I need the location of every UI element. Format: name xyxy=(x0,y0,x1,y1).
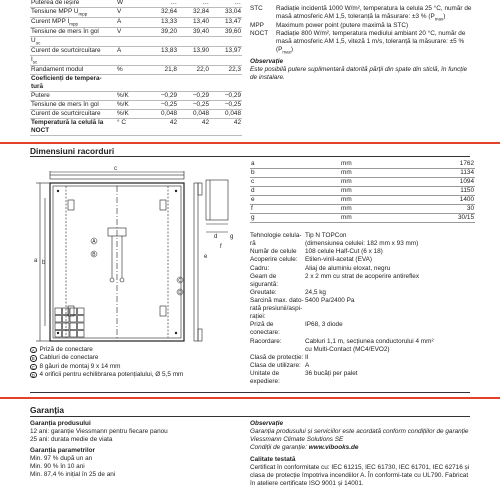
dimension-key: b xyxy=(250,169,340,178)
spec-value: II xyxy=(305,353,309,361)
dimension-row xyxy=(250,214,475,223)
spec-row xyxy=(250,248,475,256)
legend-badge: B xyxy=(31,356,35,362)
dim-label-b: b xyxy=(42,260,46,266)
coef-row xyxy=(30,91,242,100)
elec-row-label: Curent MPP $I_{mpp}$ xyxy=(30,17,116,27)
spec-row xyxy=(250,265,475,273)
legend-text: Cabluri de conectare xyxy=(39,354,99,362)
elec-row-unit: A xyxy=(116,46,146,55)
electrical-table xyxy=(30,0,242,136)
noct-row-2 xyxy=(30,127,242,136)
dimensions-table xyxy=(250,160,475,223)
noct-row xyxy=(30,118,242,127)
electrical-values-table xyxy=(30,0,242,136)
warranty-line: Min. 97 % după un an xyxy=(30,455,93,462)
spec-key: Geam de sigurantă: xyxy=(250,272,279,288)
section-divider-red xyxy=(0,142,500,144)
notes-block xyxy=(250,0,475,82)
warranty-line: Min. 87,4 % inițial în 25 de ani xyxy=(30,471,116,478)
dimension-row xyxy=(250,178,475,187)
elec-row-symbol xyxy=(30,36,242,46)
elec-row xyxy=(30,46,242,55)
badge-A: A xyxy=(92,239,96,245)
dimension-unit: mm xyxy=(340,160,440,169)
cell-square xyxy=(55,308,62,315)
coef-row-unit: %/K xyxy=(116,91,146,100)
dimension-row xyxy=(250,205,475,214)
cell-square xyxy=(70,331,77,338)
elec-row-value: 39,60 xyxy=(210,27,242,36)
dimension-unit: mm xyxy=(340,214,440,223)
elec-row-value: 21,8 xyxy=(146,65,178,74)
legend-badge: D xyxy=(31,372,35,378)
elec-row-unit: V xyxy=(116,8,146,18)
legend-text: 8 găuri de montaj 9 x 14 mm xyxy=(39,362,121,370)
elec-row-value: 13,33 xyxy=(146,17,178,27)
legend-item xyxy=(30,363,240,371)
elec-row-symbol xyxy=(30,55,242,65)
dimension-value: 1094 xyxy=(440,178,475,187)
dimension-row xyxy=(250,187,475,196)
warranty-line: 12 ani: garanție Viessmann pentru fiecare panou xyxy=(30,428,168,435)
dimensions-bottom-rule xyxy=(30,392,470,393)
noct-row-value: 42 xyxy=(201,118,209,126)
dimension-unit: mm xyxy=(340,196,440,205)
legend-item xyxy=(30,371,240,379)
cell-square xyxy=(78,331,85,338)
cell-square xyxy=(55,323,62,330)
spec-row xyxy=(250,273,475,289)
dimension-value: 1400 xyxy=(440,196,475,205)
elec-row-value: 13,90 xyxy=(178,46,210,55)
spec-key: Racordare: xyxy=(250,337,282,345)
elec-row-value: 39,40 xyxy=(178,27,210,36)
elec-row-symbol-label: $I_{sc}$ xyxy=(30,55,116,65)
warranty-title: Garanția xyxy=(30,405,64,415)
legend-item xyxy=(30,346,240,354)
elec-row-value: 33,04 xyxy=(210,8,242,18)
spec-key: Clasă de protecție: xyxy=(250,353,304,361)
coef-row-unit: %/K xyxy=(116,100,146,109)
coef-row-value: 0,048 xyxy=(146,109,178,118)
dimension-key: a xyxy=(250,160,340,169)
coef-row-value: −0,29 xyxy=(146,91,178,100)
cell-square xyxy=(70,323,77,330)
note-stc: STC Radiație incidentă 1000 W/m², temperatura la celula 25 °C, număr de masă atmosferic AM 1,5, toleranță la măsurare: ±3 % $(P_{max})$ xyxy=(250,5,472,22)
spec-key: Priză de conectare: xyxy=(250,321,280,337)
elec-row-value: 32,84 xyxy=(178,8,210,18)
diagram-legend xyxy=(30,346,240,380)
elec-row-value: 13,40 xyxy=(178,17,210,27)
spec-row xyxy=(250,370,475,386)
coef-row-label: Putere xyxy=(30,91,116,100)
spec-row xyxy=(250,338,475,354)
coef-row-label: Tensiune de mers în gol xyxy=(30,100,116,109)
noct-row-value: 42 xyxy=(169,118,177,126)
dimension-unit: mm xyxy=(340,205,440,214)
cell-square xyxy=(78,323,85,330)
abbreviation-notes xyxy=(250,0,475,55)
badge-D: D xyxy=(178,290,182,296)
noct-row-value: 42 xyxy=(233,118,241,126)
spec-key: Tehnologie celula- ră xyxy=(250,232,302,247)
spec-value: 24,5 kg xyxy=(305,288,326,296)
warranty-line: 25 ani: durata medie de viata xyxy=(30,436,113,443)
coef-row xyxy=(30,109,242,118)
spec-value: 36 bucăți per palet xyxy=(305,370,358,378)
panel-dimension-diagram xyxy=(28,158,252,344)
elec-row xyxy=(30,8,242,18)
dim-label-a: a xyxy=(34,258,38,264)
dimension-unit: mm xyxy=(340,187,440,196)
elec-row-label: Puterea de ieșire xyxy=(30,0,116,8)
spec-row xyxy=(250,321,475,337)
warranty-divider-red xyxy=(0,397,500,399)
dimension-key: g xyxy=(250,214,340,223)
coef-heading xyxy=(30,74,242,83)
spec-key: Greutate: xyxy=(250,288,277,296)
spec-list xyxy=(250,232,475,386)
elec-row-label: Curent de scurtcircuitare xyxy=(30,46,116,55)
spec-value: 5400 Pa/2400 Pa xyxy=(305,297,355,305)
cell-square xyxy=(55,316,62,323)
dimension-row xyxy=(250,169,475,178)
note-mpp: MPP Maximum power point (putere maximă la STC) xyxy=(250,22,409,30)
elec-row xyxy=(30,0,242,8)
coef-row-value: −0,25 xyxy=(178,100,210,109)
spec-row xyxy=(250,232,475,248)
spec-row xyxy=(250,289,475,297)
legend-badge: C xyxy=(31,364,35,370)
spec-value: 2 x 2 mm cu strat de acoperire antireflex xyxy=(305,272,420,280)
dimension-row xyxy=(250,196,475,205)
spec-value: A xyxy=(305,361,310,369)
elec-row-value: 13,83 xyxy=(146,46,178,55)
spec-value: Cabluri 1,1 m, secțiunea conductorului 4 mm² cu Multi-Contact (MC4/EVO2) xyxy=(305,337,434,353)
dimension-value: 30 xyxy=(440,205,475,214)
spec-value: Aliaj de aluminiu eloxat, negru xyxy=(305,264,391,272)
dimensions-title-rule xyxy=(30,156,470,157)
spec-row xyxy=(250,256,475,264)
warranty-right: Observație Garanția produsului și serviciilor este acordată conform condițiilor de garanție Viessmann Climate Solutions SE Condiții de garanție: www.vibooks.de Calitate testată Certificat în conformitate cu: IEC 61215, IEC 61730, IEC 61701, IEC 62716 și clasa de protecție împotriva incendiilor A. În conformi-tate cu UL790. Fabricat în ateliere certificate ISO 9001 și 14001. xyxy=(250,420,470,487)
cell-square xyxy=(78,316,85,323)
spec-row xyxy=(250,362,475,370)
coef-row-label: Curent de scurtcircuitare xyxy=(30,109,116,118)
spec-row xyxy=(250,297,475,321)
badge-B: B xyxy=(92,252,96,258)
dimension-value: 1150 xyxy=(440,187,475,196)
coef-row-value: −0,29 xyxy=(210,91,242,100)
warranty-line: Min. 90 % în 10 ani xyxy=(30,463,85,470)
elec-row-label: Tensiune de mers în gol xyxy=(30,27,116,36)
elec-row-value: 22,0 xyxy=(178,65,210,74)
spec-key: Clasa de utilizare: xyxy=(250,361,301,369)
elec-row-value: … xyxy=(210,0,242,8)
spec-key: Acoperire celule: xyxy=(250,256,298,264)
note-noct: NOCT Radiație 800 W/m², temperatura mediului ambiant 20 °C, număr de masă atmosferic AM 1,5, viteză 1 m/s, toleranță la măsurare: ±5 % $(P_{max})$ xyxy=(250,30,466,55)
dimension-value: 1762 xyxy=(440,160,475,169)
warranty-title-rule xyxy=(30,416,470,417)
elec-row-value: … xyxy=(146,0,178,8)
elec-row xyxy=(30,17,242,27)
coef-heading-text: Coeficienți de tempera- xyxy=(31,74,102,82)
warranty-link[interactable]: www.vibooks.de xyxy=(308,444,359,451)
dimension-key: d xyxy=(250,187,340,196)
spec-value: Tip N TOPCon (dimensiunea celulei: 182 mm x 93 mm) xyxy=(305,232,419,247)
cell-square xyxy=(70,316,77,323)
spec-value: Etilen-vinil-acetat (EVA) xyxy=(305,256,373,264)
elec-row-unit: % xyxy=(116,65,146,74)
dimension-value: 1134 xyxy=(440,169,475,178)
elec-row-value: 13,97 xyxy=(210,46,242,55)
dimension-row xyxy=(250,160,475,169)
legend-text: Priză de conectare xyxy=(39,346,93,353)
coef-row-value: 0,048 xyxy=(178,109,210,118)
elec-row xyxy=(30,27,242,36)
legend-badge: A xyxy=(31,347,35,353)
coef-row-unit: %/K xyxy=(116,109,146,118)
spec-key: Cadru: xyxy=(250,264,270,272)
elec-row-unit: A xyxy=(116,17,146,27)
spec-value: 108 celule Half-Cut (6 x 18) xyxy=(305,248,383,256)
warranty-left: Garanția produsului 12 ani: garanție Viessmann pentru fiecare panou 25 ani: durata medie de viata Garanția parametrilor Min. 97 % după un an Min. 90 % în 10 ani Min. 87,4 % inițial în 25 de ani xyxy=(30,420,240,479)
spec-key: Sarcină max. dato- rată presiunii/aspi- rației: xyxy=(250,297,304,321)
dimension-key: f xyxy=(250,205,340,214)
coef-heading-text: tură xyxy=(30,83,116,92)
elec-row-value: 32,64 xyxy=(146,8,178,18)
dimensions-title: Dimensiuni racorduri xyxy=(30,146,115,156)
cell-square xyxy=(70,308,77,315)
dimension-unit: mm xyxy=(340,178,440,187)
dimension-key: c xyxy=(250,178,340,187)
elec-row-value: 39,20 xyxy=(146,27,178,36)
elec-row-unit: V xyxy=(116,27,146,36)
elec-row-unit: W xyxy=(116,0,146,8)
elec-row-label: Tensiune MPP $U_{mpp}$ xyxy=(30,8,116,18)
coef-row-value: −0,25 xyxy=(146,100,178,109)
dim-label-e: e xyxy=(204,254,208,260)
elec-row-symbol-label: $U_{oc}$ xyxy=(30,36,116,46)
elec-row-value: … xyxy=(178,0,210,8)
legend-item xyxy=(30,354,240,362)
coef-row xyxy=(30,100,242,109)
noct-row-label-2: NOCT xyxy=(30,127,116,136)
elec-row-value: 13,47 xyxy=(210,17,242,27)
coef-heading xyxy=(30,83,242,92)
noct-row-label: Temperatură la celulă la xyxy=(31,118,104,126)
coef-row-value: −0,25 xyxy=(210,100,242,109)
dimension-key: e xyxy=(250,196,340,205)
spec-key: Unitate de expediere: xyxy=(250,370,280,386)
observation-top: Observație Este posibilă putere suplimentară datorită părții din spate din sticlă, în funcție de instalare. xyxy=(250,58,468,82)
dimension-unit: mm xyxy=(340,169,440,178)
dim-label-f: f xyxy=(220,244,222,250)
cell-square xyxy=(78,308,85,315)
spec-row xyxy=(250,354,475,362)
legend-text: 4 orificii pentru echilibrarea potențialului, Ø 5,5 mm xyxy=(39,371,184,379)
spec-value: IP68, 3 diode xyxy=(305,321,343,329)
dim-label-g: g xyxy=(230,234,234,240)
coef-row-value: −0,29 xyxy=(178,91,210,100)
coef-row-value: 0,048 xyxy=(210,109,242,118)
elec-row-label: Randament modul xyxy=(30,65,116,74)
dim-label-c: c xyxy=(114,166,117,172)
dimension-value: 30/15 xyxy=(440,214,475,223)
elec-row xyxy=(30,65,242,74)
noct-row-unit: ° C xyxy=(117,118,126,126)
elec-row-value: 22,3 xyxy=(210,65,242,74)
spec-key: Număr de celule xyxy=(250,248,297,256)
dim-label-d: d xyxy=(214,234,218,240)
badge-C: C xyxy=(178,278,182,284)
